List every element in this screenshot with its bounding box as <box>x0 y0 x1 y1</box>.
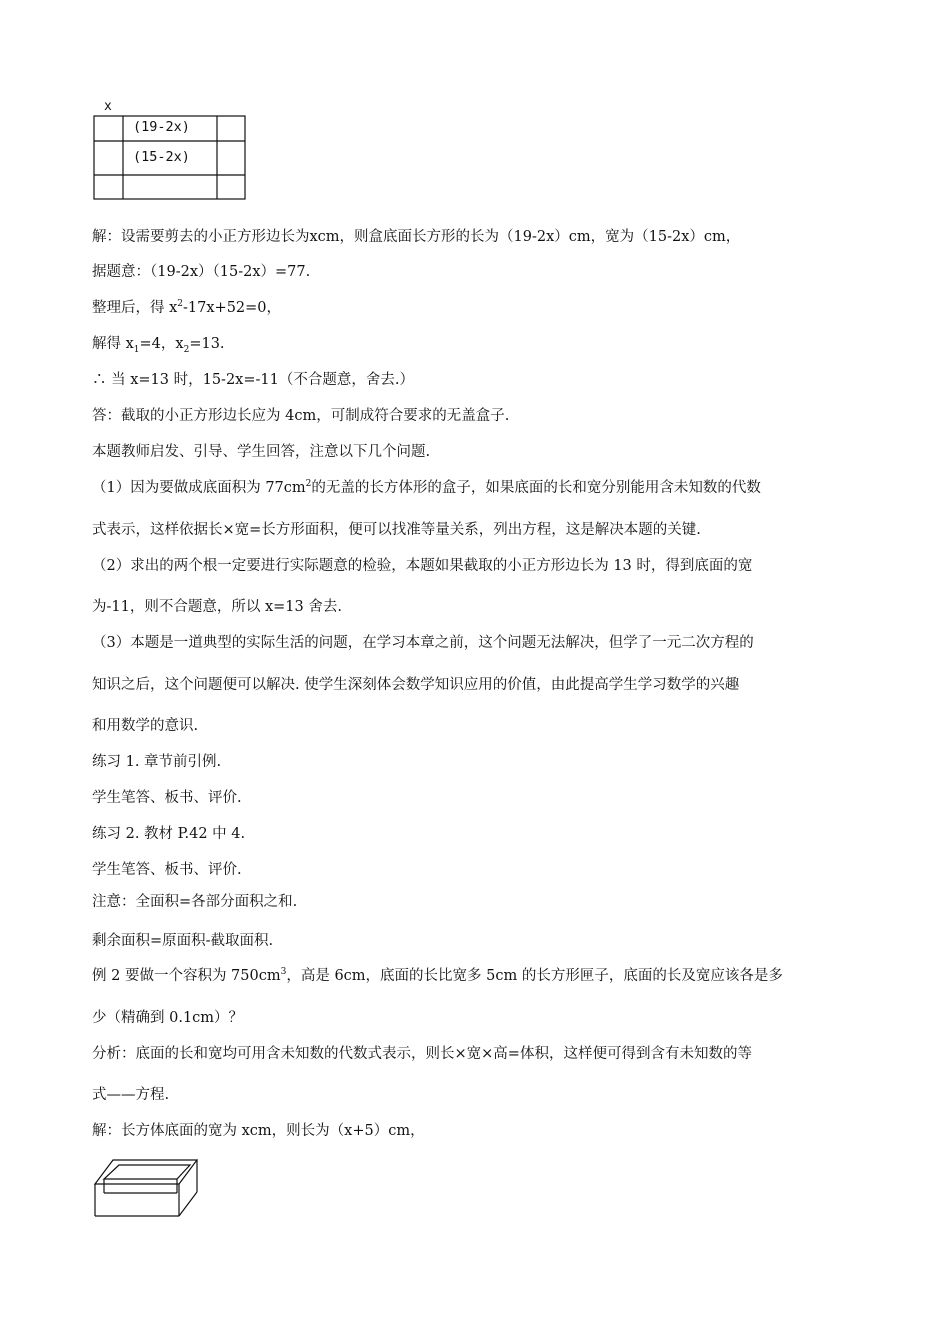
text-line: 解：设需要剪去的小正方形边长为xcm，则盒底面长方形的长为（19-2x）cm，宽为（15-2x）cm， <box>92 229 741 245</box>
text-line: 和用数学的意识. <box>92 718 199 734</box>
text-line: 少（精确到 0.1cm）？ <box>92 1010 244 1026</box>
text-line: （3）本题是一道典型的实际生活的问题，在学习本章之前，这个问题无法解决，但学了一元二次方程的 <box>92 635 754 651</box>
text-line: 整理后，得 $x^2-17x+52=0$， <box>92 299 282 316</box>
text-line: 练习 1. 章节前引例. <box>92 754 222 770</box>
text-line: 解：长方体底面的宽为 xcm，则长为（x+5）cm， <box>92 1123 425 1139</box>
text-line: 解得 $x_1=4$，$x_2=13$. <box>92 336 225 355</box>
figure-label-length: (19-2x) <box>133 119 190 135</box>
text-line: 例 2 要做一个容积为 $750cm^3$，高是 6cm，底面的长比宽多 5cm 的长方形匣子，底面的长及宽应该各是多 <box>92 967 783 984</box>
text-line: ∴ 当 x=13 时，15-2x=-11（不合题意，舍去.） <box>92 372 414 388</box>
text-line: 为-11，则不合题意，所以 x=13 舍去. <box>92 599 342 615</box>
text-line: 分析：底面的长和宽均可用含未知数的代数式表示，则长×宽×高=体积，这样便可得到含有未知数的等 <box>92 1046 752 1062</box>
text-line: 答：截取的小正方形边长应为 4cm，可制成符合要求的无盖盒子. <box>92 408 510 424</box>
text-line: 学生笔答、板书、评价. <box>92 790 242 806</box>
text-line: 式表示，这样依据长×宽=长方形面积，便可以找准等量关系，列出方程，这是解决本题的关键. <box>92 522 701 538</box>
text-line: （2）求出的两个根一定要进行实际题意的检验，本题如果截取的小正方形边长为 13 时，得到底面的宽 <box>92 558 753 574</box>
text-line: 学生笔答、板书、评价. <box>92 862 242 878</box>
text-line: （1）因为要做成底面积为 $77cm^2$的无盖的长方体形的盒子，如果底面的长和宽分别能用含未知数的代数 <box>92 479 761 496</box>
text-line: 式——方程. <box>92 1087 170 1103</box>
text-line: 剩余面积=原面积-截取面积. <box>92 933 274 949</box>
figure-label-width: (15-2x) <box>133 149 190 165</box>
text-line: 知识之后，这个问题便可以解决. 使学生深刻体会数学知识应用的价值，由此提高学生学习数学的兴趣 <box>92 677 740 693</box>
text-line: 注意：全面积=各部分面积之和. <box>92 894 298 910</box>
text-line: 据题意：（19-2x）（15-2x）=77. <box>92 264 311 280</box>
text-line: 练习 2. 教材 P.42 中 4. <box>92 826 246 842</box>
open-box-diagram <box>93 1158 199 1220</box>
text-line: 本题教师启发、引导、学生回答，注意以下几个问题. <box>92 444 431 460</box>
figure-corner-label: x <box>104 99 112 114</box>
